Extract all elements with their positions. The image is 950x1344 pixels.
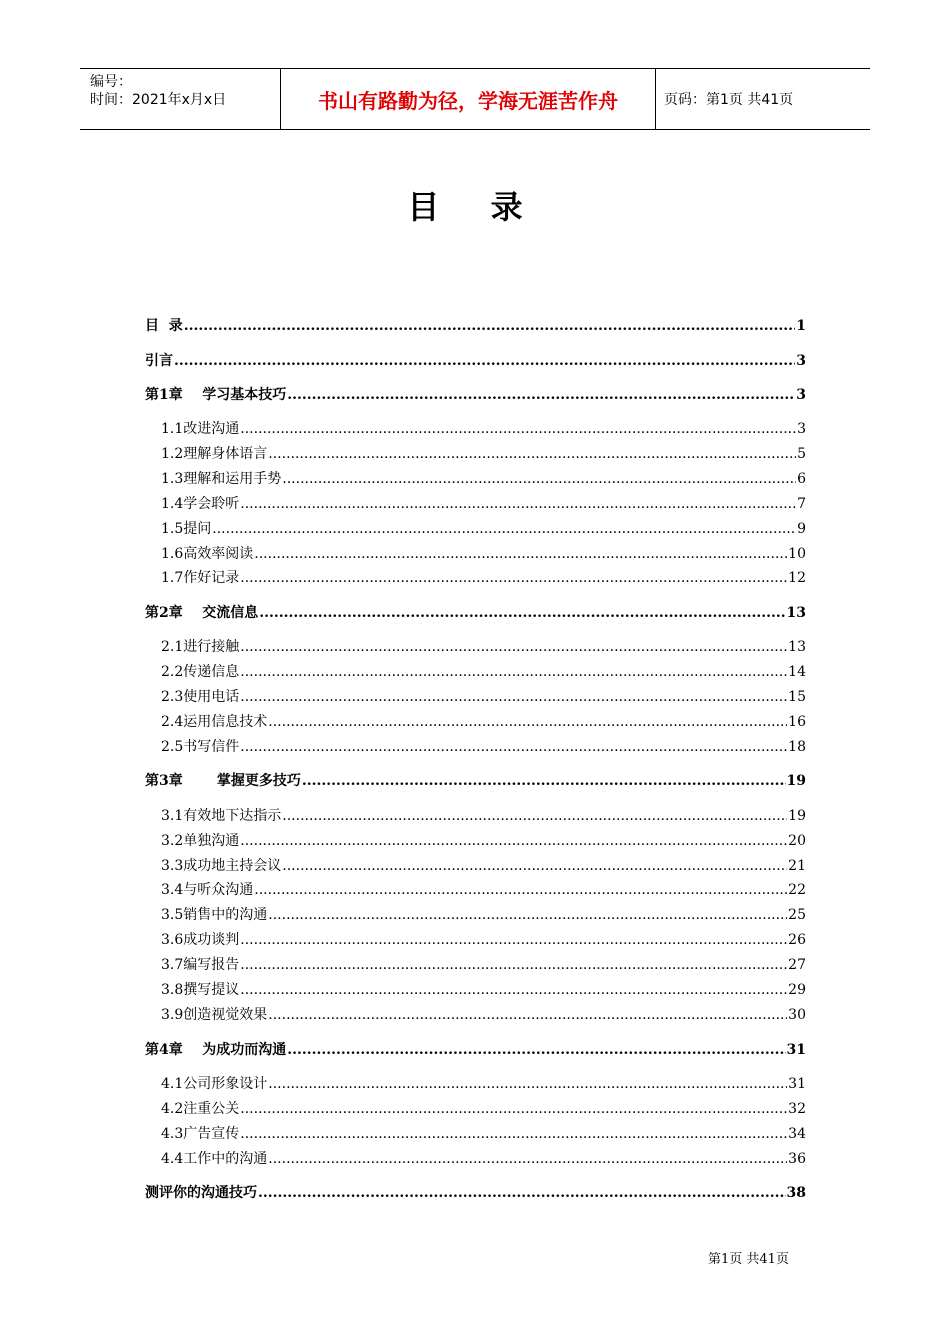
toc-entry[interactable] [161,1074,806,1094]
toc-entry-label: 3.2单独沟通 [161,833,240,849]
toc-leader [268,1005,787,1025]
toc-entry[interactable] [161,444,806,464]
toc-leader [174,351,795,371]
header-meta [80,69,280,129]
page-footer: 第1页 共41页 [708,1252,789,1267]
toc-entry-label: 2.2传递信息 [161,664,240,680]
toc-entry-page: 21 [788,858,806,874]
toc-entry-page: 3 [797,421,806,437]
toc-entry-page: 15 [788,689,806,705]
toc-entry-label: 3.1有效地下达指示 [161,808,282,824]
toc-entry-label: 3.9创造视觉效果 [161,1007,268,1023]
toc-entry[interactable] [161,856,806,876]
toc-entry[interactable] [145,1040,806,1060]
toc-entry[interactable] [161,1099,806,1119]
toc-entry-label: 1.4学会聆听 [161,496,240,512]
toc-entry-label: 1.3理解和运用手势 [161,471,282,487]
toc-entry[interactable] [145,385,806,405]
toc-entry[interactable] [161,568,806,588]
toc-entry[interactable] [161,1149,806,1169]
toc-entry-label: 3.4与听众沟通 [161,882,254,898]
toc-leader [268,905,787,925]
toc-entry[interactable] [161,687,806,707]
toc-entry-label: 第4章 为成功而沟通 [145,1042,287,1058]
toc-leader [268,1149,787,1169]
toc-leader [254,880,787,900]
toc-leader [240,687,787,707]
toc-entry-page: 9 [797,521,806,537]
toc-leader [282,856,787,876]
toc-entry-label: 引言 [145,353,173,369]
toc-entry-page: 19 [788,808,806,824]
toc-leader [254,544,787,564]
toc-leader [240,662,787,682]
toc-entry[interactable] [161,469,806,489]
toc-entry[interactable] [145,316,806,336]
toc-entry-page: 12 [788,570,806,586]
toc-leader [282,469,796,489]
toc-entry-page: 30 [788,1007,806,1023]
toc-entry-label: 3.7编写报告 [161,957,240,973]
toc-entry-page: 16 [788,714,806,730]
toc-leader [240,1124,787,1144]
document-number-label: 编号： [90,74,132,90]
toc-entry-page: 14 [788,664,806,680]
toc-entry[interactable] [161,955,806,975]
toc-leader [302,771,786,791]
toc-leader [240,980,787,1000]
toc-leader [240,955,787,975]
toc-entry-page: 18 [788,739,806,755]
toc-entry[interactable] [145,603,806,623]
toc-entry-label: 4.1公司形象设计 [161,1076,268,1092]
toc-entry-label: 2.4运用信息技术 [161,714,268,730]
toc-entry[interactable] [161,1005,806,1025]
toc-entry[interactable] [145,771,806,791]
toc-entry-label: 第1章 学习基本技巧 [145,387,287,403]
toc-entry-page: 20 [788,833,806,849]
header-page-number: 页码：第1页 共41页 [664,92,794,108]
toc-entry-page: 25 [788,907,806,923]
toc-entry[interactable] [161,712,806,732]
toc-entry-label: 3.5销售中的沟通 [161,907,268,923]
toc-entry-page: 13 [786,605,806,621]
toc-entry-page: 5 [797,446,806,462]
document-time-label: 时间：2021年x月x日 [90,92,227,108]
toc-entry-page: 10 [788,546,806,562]
toc-entry[interactable] [161,905,806,925]
toc-leader [287,385,795,405]
toc-leader [212,519,796,539]
toc-entry-page: 34 [788,1126,806,1142]
toc-leader [282,806,787,826]
toc-entry-label: 1.2理解身体语言 [161,446,268,462]
toc-entry[interactable] [161,930,806,950]
toc-entry-label: 2.5书写信件 [161,739,240,755]
toc-entry-page: 6 [797,471,806,487]
toc-entry-page: 36 [788,1151,806,1167]
toc-leader [240,568,787,588]
toc-entry-label: 第3章 掌握更多技巧 [145,773,301,789]
toc-entry[interactable] [161,637,806,657]
toc-leader [240,494,796,514]
toc-entry[interactable] [161,662,806,682]
page-title: 目 录 [407,188,543,226]
toc-entry-page: 31 [788,1076,806,1092]
toc-entry-label: 目 录 [145,318,183,334]
toc-entry-page: 29 [788,982,806,998]
toc-entry-page: 3 [796,387,806,403]
toc-entry[interactable] [145,351,806,371]
toc-leader [240,419,796,439]
toc-leader [184,316,796,336]
toc-entry[interactable] [161,831,806,851]
toc-entry-page: 26 [788,932,806,948]
toc-entry-label: 4.4工作中的沟通 [161,1151,268,1167]
toc-entry-label: 1.6高效率阅读 [161,546,254,562]
toc-entry-label: 4.2注重公关 [161,1101,240,1117]
toc-entry[interactable] [161,519,806,539]
toc-entry-label: 1.5提问 [161,521,212,537]
toc-entry-label: 3.3成功地主持会议 [161,858,282,874]
toc-entry-page: 38 [786,1185,806,1201]
toc-leader [268,712,787,732]
toc-entry-page: 13 [788,639,806,655]
toc-entry-page: 27 [788,957,806,973]
toc-entry-label: 3.8撰写提议 [161,982,240,998]
toc-entry[interactable] [161,880,806,900]
toc-entry-label: 3.6成功谈判 [161,932,240,948]
toc-leader [240,1099,787,1119]
toc-entry-page: 1 [796,318,806,334]
toc-entry-label: 1.1改进沟通 [161,421,240,437]
toc-entry-page: 32 [788,1101,806,1117]
toc-entry-label: 2.1进行接触 [161,639,240,655]
toc-entry-label: 2.3使用电话 [161,689,240,705]
toc-leader [259,603,785,623]
toc-entry[interactable] [161,980,806,1000]
toc-entry[interactable] [161,737,806,757]
toc-entry[interactable] [161,419,806,439]
toc-leader [287,1040,785,1060]
toc-leader [258,1183,786,1203]
toc-leader [240,831,787,851]
toc-leader [240,930,787,950]
toc-entry-page: 3 [796,353,806,369]
page-header [80,68,870,130]
toc-entry-label: 第2章 交流信息 [145,605,259,621]
toc-leader [240,637,787,657]
header-motto: 书山有路勤为径，学海无涯苦作舟 [280,69,656,129]
toc-entry-page: 19 [786,773,806,789]
toc-entry[interactable] [161,806,806,826]
toc-entry[interactable] [161,1124,806,1144]
toc-entry-label: 4.3广告宣传 [161,1126,240,1142]
toc-entry-page: 31 [786,1042,806,1058]
toc-entry[interactable] [161,494,806,514]
toc-leader [240,737,787,757]
toc-entry-label: 1.7作好记录 [161,570,240,586]
toc-entry-label: 测评你的沟通技巧 [145,1185,257,1201]
toc-entry-page: 7 [797,496,806,512]
toc-entry[interactable] [145,1183,806,1203]
toc-leader [268,444,796,464]
toc-entry[interactable] [161,544,806,564]
toc-entry-page: 22 [788,882,806,898]
toc-leader [268,1074,787,1094]
